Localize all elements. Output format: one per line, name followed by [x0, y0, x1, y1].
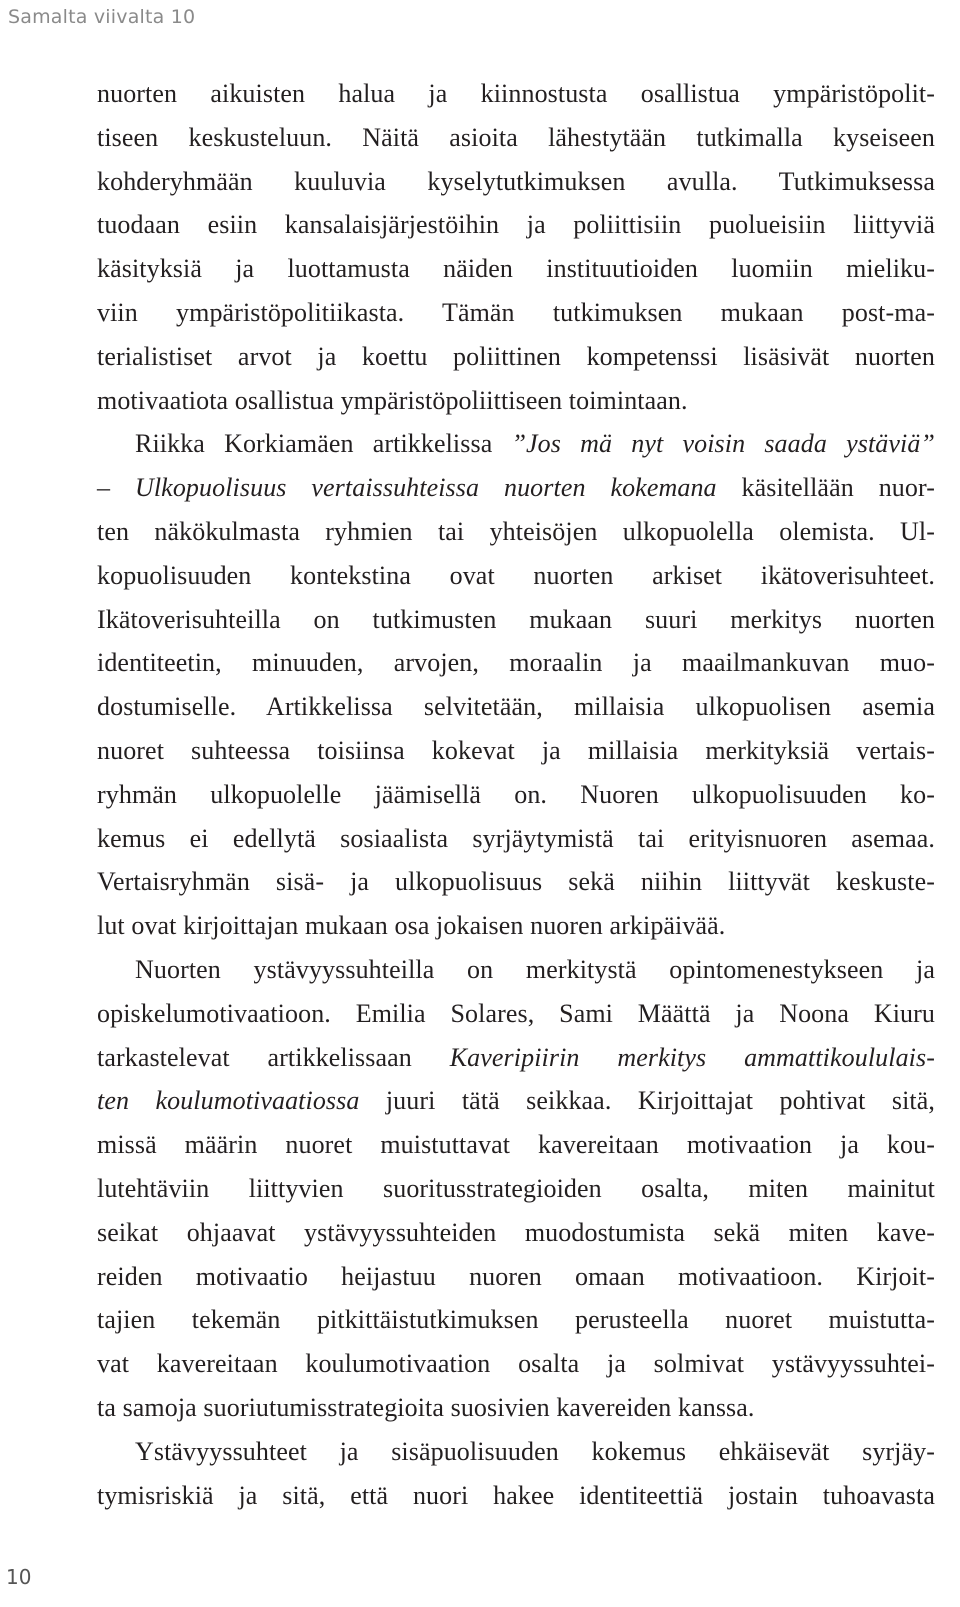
text-line	[97, 554, 935, 598]
text-run: lutehtäviin liittyvien suoritusstrategioiden osalta, miten mainitut	[97, 1173, 935, 1203]
text-run: kemus ei edellytä sosiaalista syrjäytymistä tai erityisnuoren asemaa.	[97, 823, 935, 853]
text-run: käsityksiä ja luottamusta näiden instituutioiden luomiin mieliku-	[97, 254, 935, 284]
running-head: Samalta viivalta 10	[8, 6, 196, 28]
body-text	[97, 72, 935, 1517]
text-line	[97, 510, 935, 554]
text-line	[97, 72, 935, 116]
text-line	[97, 1167, 935, 1211]
italic-text: Kaveripiirin merkitys ammattikoululais-	[449, 1042, 935, 1072]
text-run: vat kavereitaan koulumotivaation osalta ja solmivat ystävyyssuhtei-	[97, 1349, 935, 1379]
text-line	[97, 773, 935, 817]
text-run: Nuorten ystävyyssuhteilla on merkitystä opintomenestykseen ja	[135, 954, 935, 984]
text-line	[97, 1123, 935, 1167]
text-run: Vertaisryhmän sisä- ja ulkopuolisuus sekä niihin liittyvät keskuste-	[97, 867, 935, 897]
text-run: Ikätoverisuhteilla on tutkimusten mukaan suuri merkitys nuorten	[97, 604, 935, 634]
text-line	[97, 598, 935, 642]
text-run: tajien tekemän pitkittäistutkimuksen perusteella nuoret muistutta-	[97, 1305, 935, 1335]
text-line	[97, 1079, 935, 1123]
text-run: nuorten aikuisten halua ja kiinnostusta osallistua ympäristöpolit-	[97, 79, 935, 108]
text-run: identiteetin, minuuden, arvojen, moraalin ja maailmankuvan muo-	[97, 648, 935, 678]
text-run: lut ovat kirjoittajan mukaan osa jokaisen nuoren arkipäivää.	[97, 911, 726, 941]
text-run: dostumiselle. Artikkelissa selvitetään, millaisia ulkopuolisen asemia	[97, 692, 935, 722]
text-run: ten näkökulmasta ryhmien tai yhteisöjen ulkopuolella olemista. Ul-	[97, 516, 935, 546]
text-run: missä määrin nuoret muistuttavat kavereitaan motivaation ja kou-	[97, 1130, 935, 1160]
text-line	[97, 1298, 935, 1342]
text-run: reiden motivaatio heijastuu nuoren omaan motivaatioon. Kirjoit-	[97, 1261, 935, 1291]
text-line	[97, 817, 935, 861]
text-run: ta samoja suoriutumisstrategioita suosivien kavereiden kanssa.	[97, 1392, 755, 1422]
text-run: opiskelumotivaatioon. Emilia Solares, Sami Määttä ja Noona Kiuru	[97, 998, 935, 1028]
text-line	[97, 379, 935, 423]
text-line	[97, 1474, 935, 1518]
text-line	[97, 1386, 935, 1430]
text-line	[97, 948, 935, 992]
italic-text: ”Jos mä nyt voisin saada ystäviä”	[511, 429, 935, 459]
text-line	[97, 1211, 935, 1255]
text-line	[97, 247, 935, 291]
text-run: tiseen keskusteluun. Näitä asioita lähestytään tutkimalla kyseiseen	[97, 122, 935, 152]
text-run: terialistiset arvot ja koettu poliittinen kompetenssi lisäsivät nuorten	[97, 341, 935, 371]
text-run: tymisriskiä ja sitä, että nuori hakee identiteettiä jostain tuhoavasta	[97, 1480, 935, 1510]
text-run: seikat ohjaavat ystävyyssuhteiden muodostumista sekä miten kave-	[97, 1217, 935, 1247]
text-line	[97, 904, 935, 948]
text-line	[97, 992, 935, 1036]
text-run: kohderyhmään kuuluvia kyselytutkimuksen avulla. Tutkimuksessa	[97, 166, 935, 196]
text-line	[97, 291, 935, 335]
text-run: tuodaan esiin kansalaisjärjestöihin ja poliittisiin puolueisiin liittyviä	[97, 210, 935, 240]
text-run: Riikka Korkiamäen artikkelissa	[135, 429, 512, 459]
italic-text: ten koulumotivaatiossa	[97, 1086, 360, 1116]
text-line	[97, 203, 935, 247]
page-number: 10	[6, 1565, 32, 1589]
text-line	[97, 160, 935, 204]
text-line	[97, 1036, 935, 1080]
text-line	[97, 422, 935, 466]
text-line	[97, 860, 935, 904]
text-run: ryhmän ulkopuolelle jäämisellä on. Nuoren ulkopuolisuuden ko-	[97, 779, 935, 809]
text-run: Ystävyyssuhteet ja sisäpuolisuuden kokemus ehkäisevät syrjäy-	[135, 1436, 935, 1466]
text-line	[97, 335, 935, 379]
italic-text: – Ulkopuolisuus vertaissuhteissa nuorten kokemana	[97, 473, 717, 503]
text-run: motivaatiota osallistua ympäristöpoliittiseen toimintaan.	[97, 385, 688, 415]
text-line	[97, 1430, 935, 1474]
text-line	[97, 685, 935, 729]
text-run: viin ympäristöpolitiikasta. Tämän tutkimuksen mukaan post-ma-	[97, 297, 935, 327]
text-line	[97, 1255, 935, 1299]
text-line	[97, 466, 935, 510]
text-run: tarkastelevat artikkelissaan	[97, 1042, 450, 1072]
text-run: käsitellään nuor-	[716, 473, 935, 503]
text-line	[97, 641, 935, 685]
text-line	[97, 1342, 935, 1386]
text-run: nuoret suhteessa toisiinsa kokevat ja millaisia merkityksiä vertais-	[97, 735, 935, 765]
text-line	[97, 116, 935, 160]
text-run: juuri tätä seikkaa. Kirjoittajat pohtivat sitä,	[359, 1086, 935, 1116]
text-line	[97, 729, 935, 773]
text-run: kopuolisuuden kontekstina ovat nuorten arkiset ikätoverisuhteet.	[97, 560, 935, 590]
